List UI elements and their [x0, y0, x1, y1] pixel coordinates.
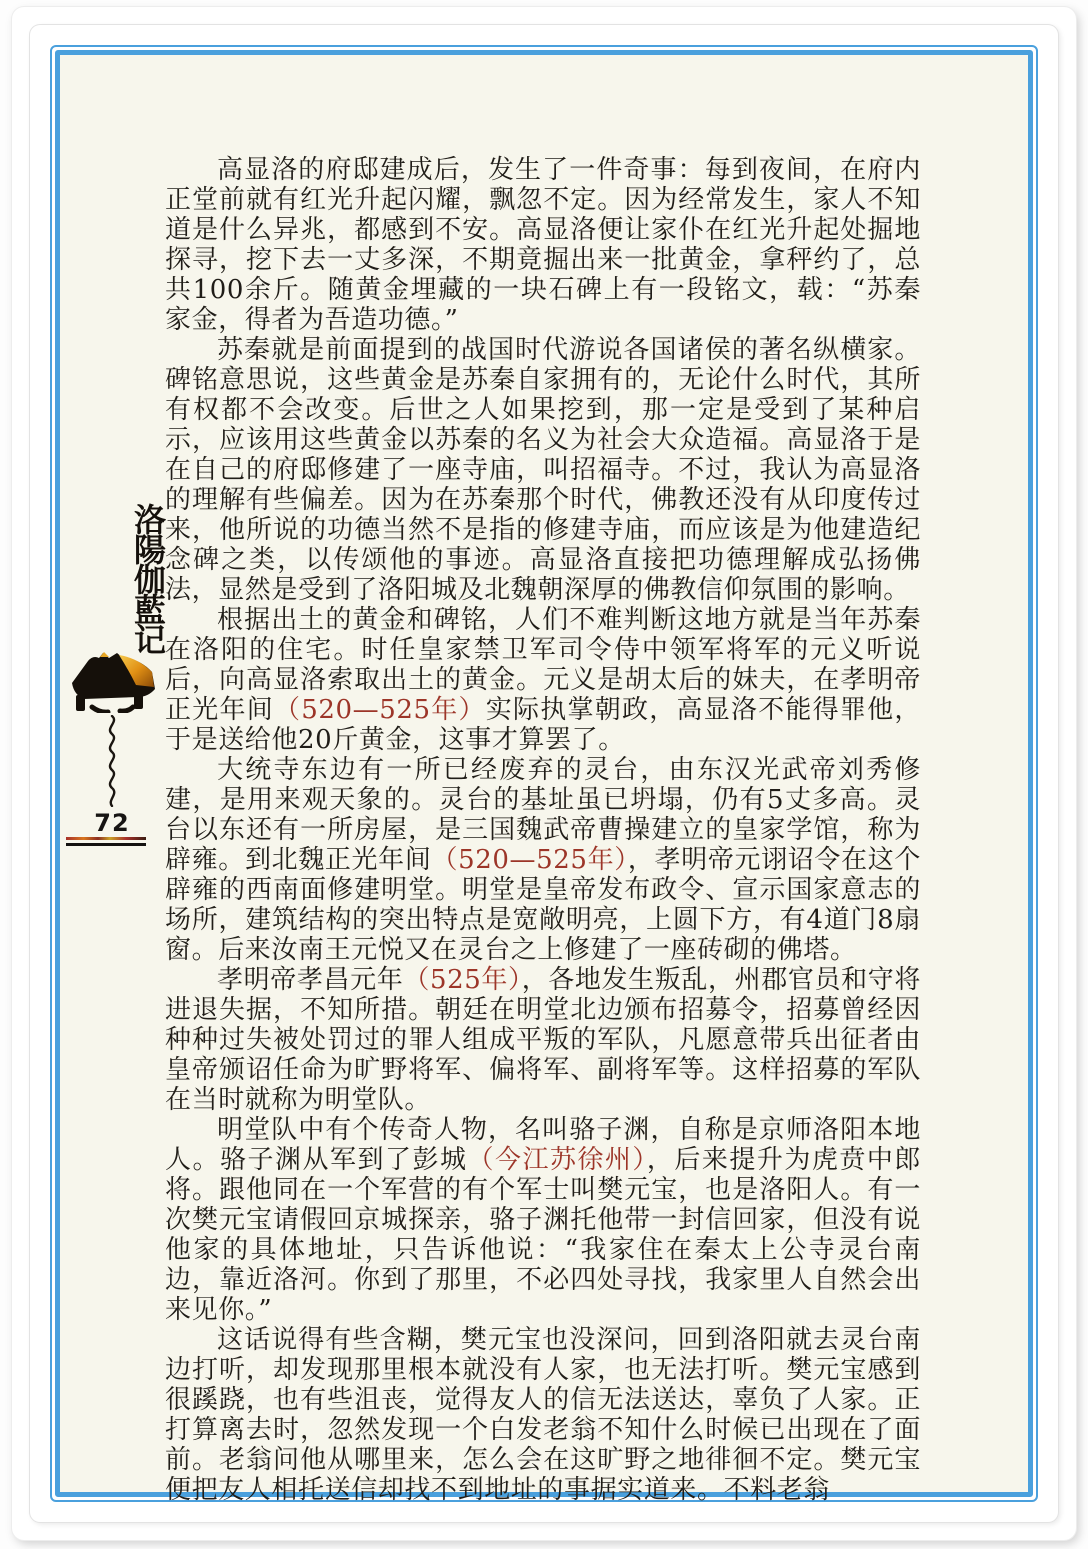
paragraph [165, 155, 921, 335]
wavy-line-ornament [100, 715, 124, 807]
body-text-segment: 实际执掌朝政，高显洛不能得罪他，于是送给他20斤黄金，这事才算罢了。 [165, 695, 921, 755]
scanned-book-page [12, 7, 1076, 1540]
annotation-text: （今江苏徐州） [467, 1145, 647, 1175]
page-number: 72 [94, 809, 130, 837]
paragraph [165, 605, 921, 755]
paragraph [165, 1115, 921, 1325]
body-text-segment: 孝明帝孝昌元年 [217, 965, 404, 995]
body-text-segment: 大统寺东边有一所已经废弃的灵台，由东汉光武帝刘秀修建，是用来观天象的。灵台的基址虽已坍塌，仍有5丈多高。灵台以东还有一所房屋，是三国魏武帝曹操建立的皇家学馆，称为辟雍。到北魏正光年间 [165, 755, 921, 875]
annotation-text: （520—525年） [273, 695, 486, 725]
body-text-segment: ，后来提升为虎贲中郎将。跟他同在一个军营的有个军士叫樊元宝，也是洛阳人。有一次樊元宝请假回京城探亲，骆子渊托他带一封信回家，但没有说他家的具体地址，只告诉他说：“我家住在秦太上公寺灵台南边，靠近洛河。你到了那里，不必四处寻找，我家里人自然会出来见你。” [165, 1145, 921, 1325]
body-text-segment: 这话说得有些含糊，樊元宝也没深问，回到洛阳就去灵台南边打听，却发现那里根本就没有人家，也无法打听。樊元宝感到很蹊跷，也有些沮丧，觉得友人的信无法送达，辜负了人家。正打算离去时，忽然发现一个白发老翁不知什么时候已出现在了面前。老翁问他从哪里来，怎么会在这旷野之地徘徊不定。樊元宝便把友人相托送信却找不到地址的事据实道来。不料老翁 [165, 1325, 921, 1505]
paragraph [165, 755, 921, 965]
temple-roof-ink-ornament [64, 647, 160, 713]
book-title-calligraphy: 洛陽伽藍记 [129, 502, 167, 653]
page-number-rule-red [66, 837, 146, 840]
body-text-segment: 苏秦就是前面提到的战国时代游说各国诸侯的著名纵横家。碑铭意思说，这些黄金是苏秦自家拥有的，无论什么时代，其所有权都不会改变。后世之人如果挖到，那一定是受到了某种启示，应该用这些黄金以苏秦的名义为社会大众造福。高显洛于是在自己的府邸修建了一座寺庙，叫招福寺。不过，我认为高显洛的理解有些偏差。因为在苏秦那个时代，佛教还没有从印度传过来，他所说的功德当然不是指的修建寺庙，而应该是为他建造纪念碑之类，以传颂他的事迹。高显洛直接把功德理解成弘扬佛法，显然是受到了洛阳城及北魏朝深厚的佛教信仰氛围的影响。 [165, 335, 921, 605]
page-border-inner [55, 50, 1033, 1505]
paragraph [165, 335, 921, 605]
page-number-rule-black [66, 843, 146, 846]
body-text-segment: 明堂队中有个传奇人物，名叫骆子渊，自称是京师洛阳本地人。骆子渊从军到了彭城 [165, 1115, 921, 1175]
body-text-segment: ，孝明帝元诩诏令在这个辟雍的西南面修建明堂。明堂是皇帝发布政令、宣示国家意志的场所，建筑结构的突出特点是宽敞明亮，上圆下方，有4道门8扇窗。后来汝南王元悦又在灵台之上修建了一座砖砌的佛塔。 [165, 845, 921, 965]
body-text [165, 155, 921, 1505]
page-paper [60, 55, 1028, 1505]
body-text-segment: 高显洛的府邸建成后，发生了一件奇事：每到夜间，在府内正堂前就有红光升起闪耀，飘忽不定。因为经常发生，家人不知道是什么异兆，都感到不安。高显洛便让家仆在红光升起处掘地探寻，挖下去一丈多深，不期竟掘出来一批黄金，拿秤约了，总共100余斤。随黄金埋藏的一块石碑上有一段铭文，载：“苏秦家金，得者为吾造功德。” [165, 155, 921, 335]
annotation-text: （525年） [403, 965, 522, 995]
page-sidebar [60, 55, 167, 1492]
body-text-segment: ，各地发生叛乱，州郡官员和守将进退失据，不知所措。朝廷在明堂北边颁布招募令，招募曾经因种种过失被处罚过的罪人组成平叛的军队，凡愿意带兵出征者由皇帝颁诏任命为旷野将军、偏将军、副将军等。这样招募的军队在当时就称为明堂队。 [165, 965, 921, 1115]
annotation-text: （520—525年） [431, 845, 628, 875]
body-text-segment: 根据出土的黄金和碑铭，人们不难判断这地方就是当年苏秦在洛阳的住宅。时任皇家禁卫军司令侍中领军将军的元义听说后，向高显洛索取出土的黄金。元义是胡太后的妹夫，在孝明帝正光年间 [165, 605, 921, 725]
paragraph [165, 1325, 921, 1505]
paragraph [165, 965, 921, 1115]
page-border-outer [50, 45, 1038, 1505]
page-card [30, 25, 1058, 1522]
